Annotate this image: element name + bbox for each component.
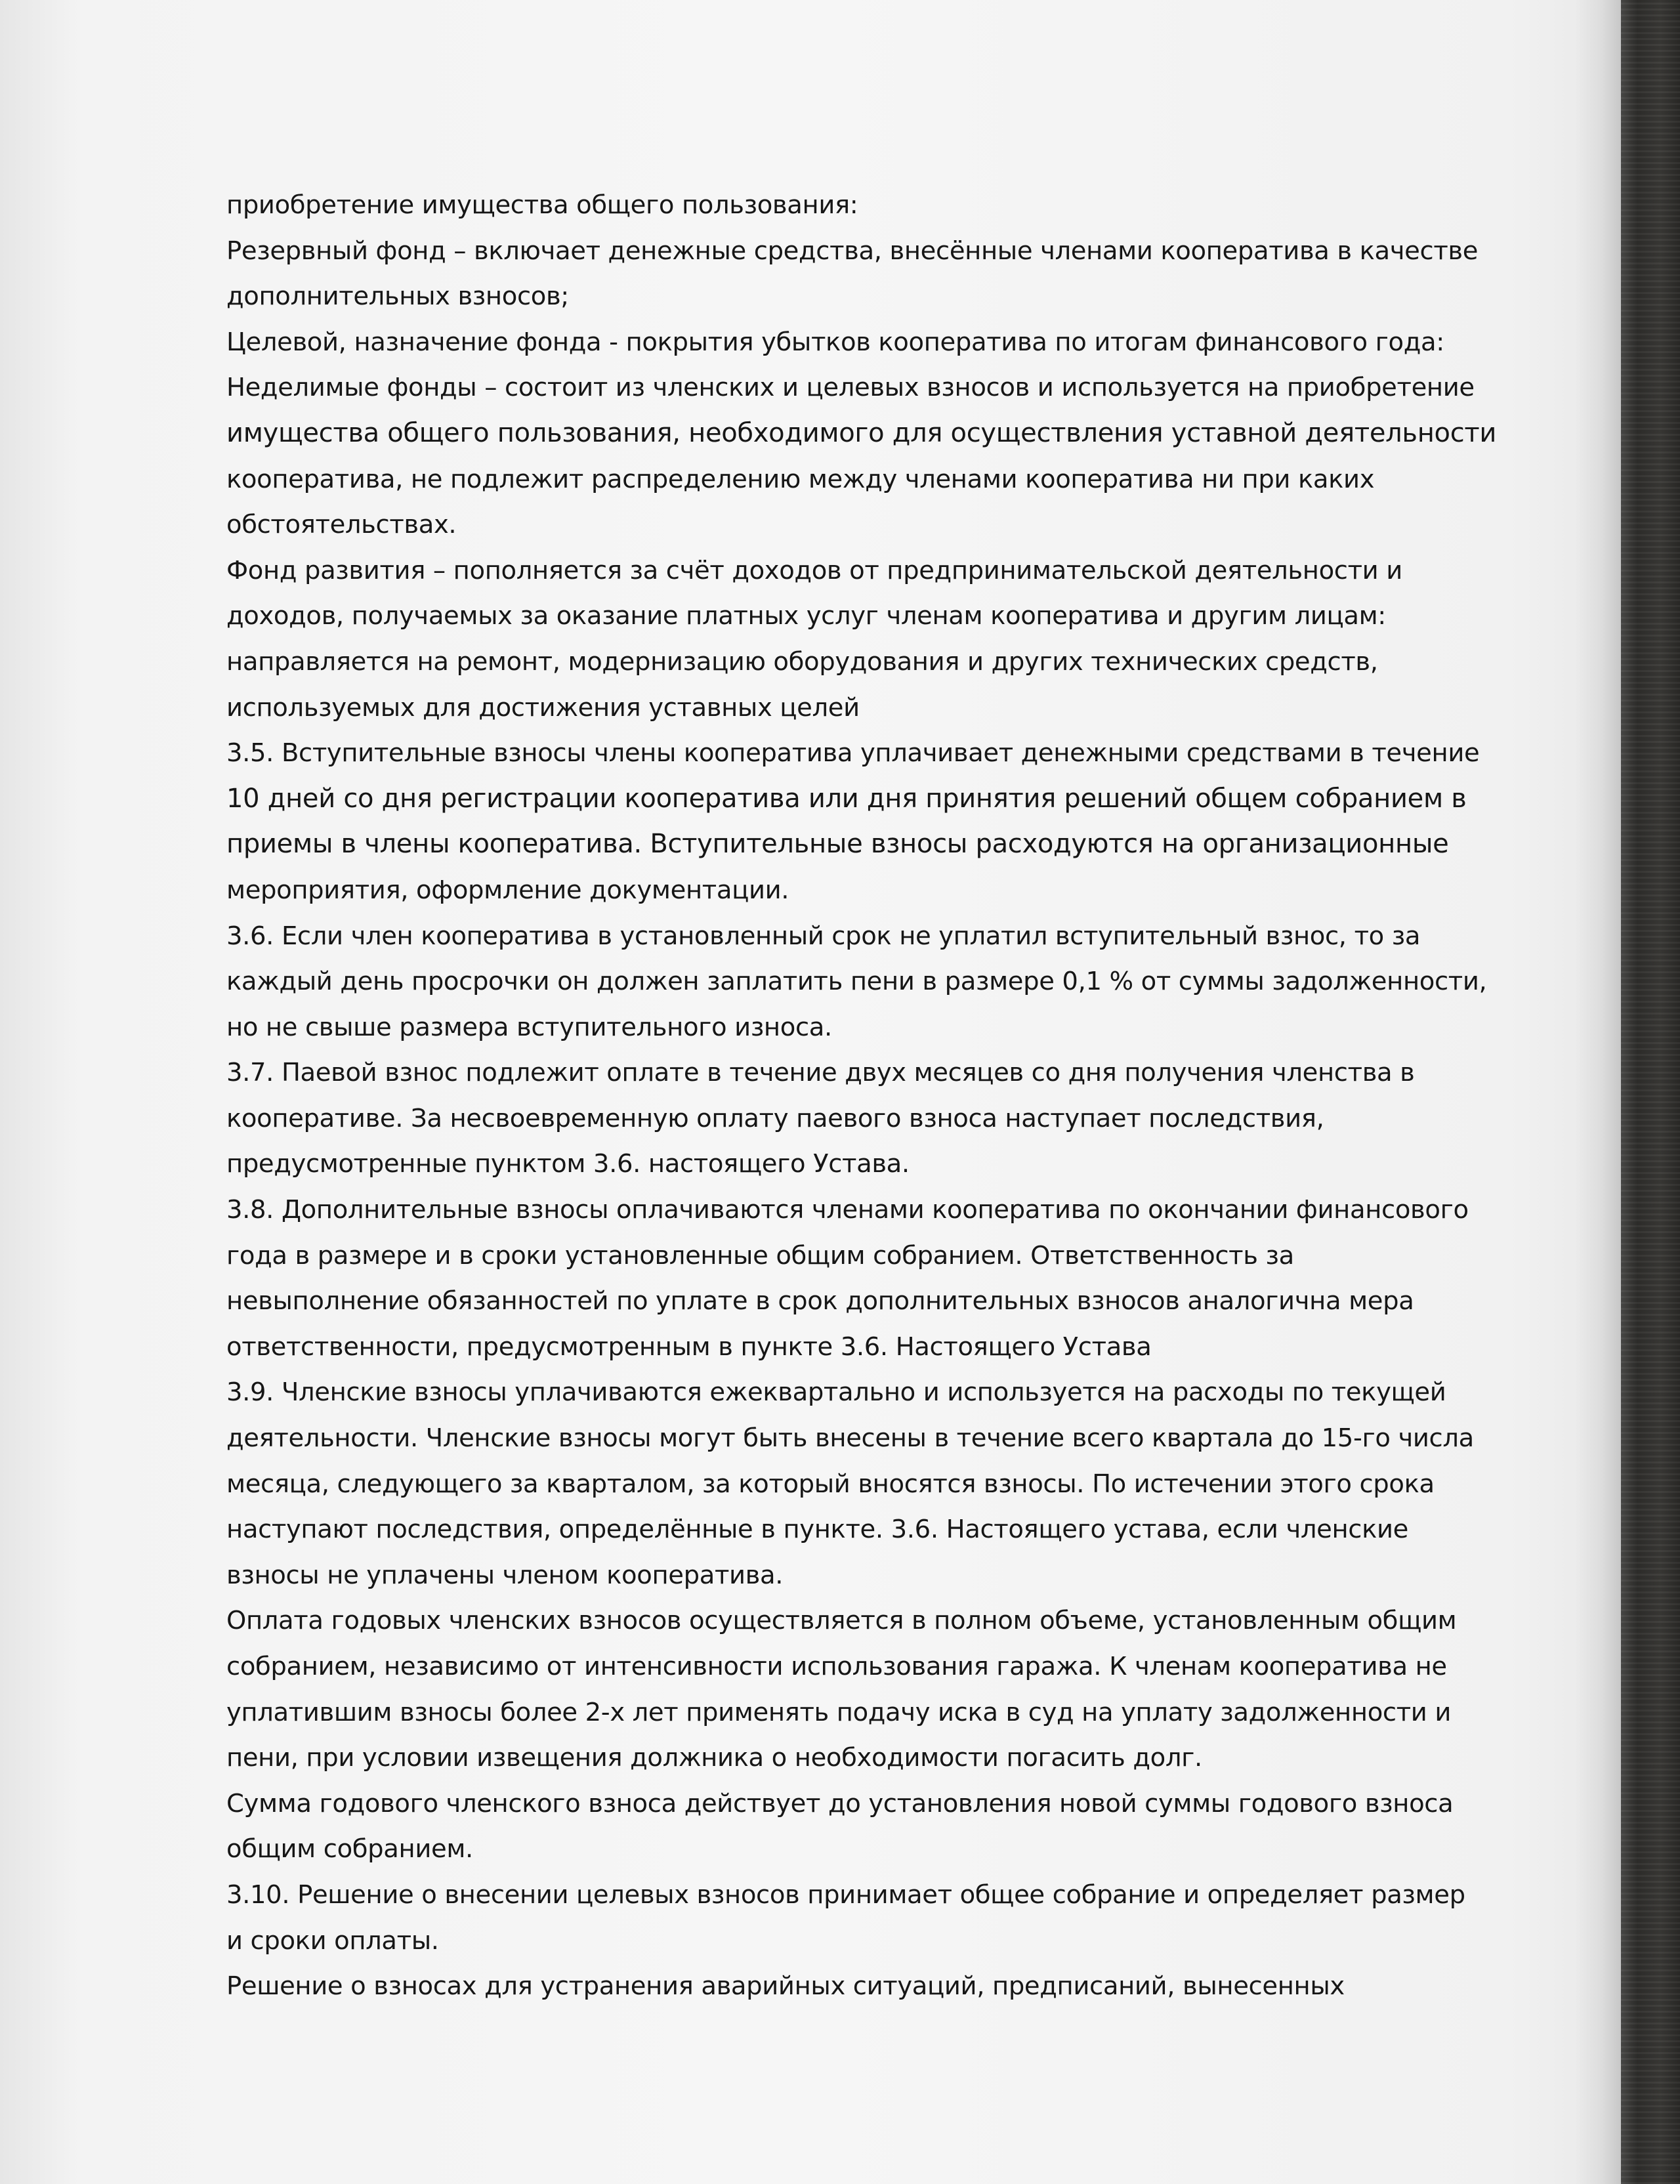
wood-grain-texture [1621,0,1680,2184]
text-line: 3.7. Паевой взнос подлежит оплате в течение двух месяцев со дня получения членства в [226,1058,1415,1088]
text-line: доходов, получаемых за оказание платных услуг членам кооператива и другим лицам: [226,601,1386,631]
text-line: общим собранием. [226,1834,473,1864]
text-line: 10 дней со дня регистрации кооператива или дня принятия решений общем собранием в [226,783,1467,814]
text-line: Сумма годового членского взноса действует до установления новой суммы годового взноса [226,1788,1454,1818]
text-line: Резервный фонд – включает денежные средства, внесённые членами кооператива в качестве [226,236,1479,266]
text-line: приемы в члены кооператива. Вступительные взносы расходуются на организационные [226,829,1449,860]
text-line: наступают последствия, определённые в пункте. 3.6. Настоящего устава, если членские [226,1515,1409,1545]
text-line: предусмотренные пунктом 3.6. настоящего Устава. [226,1149,910,1179]
text-line: 3.8. Дополнительные взносы оплачиваются членами кооператива по окончании финансового [226,1195,1469,1225]
text-line: ответственности, предусмотренным в пункте 3.6. Настоящего Устава [226,1332,1152,1362]
text-line: обстоятельствах. [226,510,457,540]
text-line: 3.6. Если член кооператива в установленный срок не уплатил вступительный взнос, то за [226,921,1421,951]
text-line: приобретение имущества общего пользования: [226,190,858,220]
page-shadow-edge [1575,0,1621,2184]
text-line: месяца, следующего за кварталом, за который вносятся взносы. По истечении этого срока [226,1469,1435,1499]
text-line: имущества общего пользования, необходимого для осуществления уставной деятельности [226,417,1497,448]
text-line: кооперативе. За несвоевременную оплату паевого взноса наступает последствия, [226,1103,1324,1133]
text-line: 3.9. Членские взносы уплачиваются ежеквартально и используется на расходы по текущей [226,1377,1446,1408]
text-line: используемых для достижения уставных целей [226,692,860,723]
text-line: но не свыше размера вступительного износа. [226,1012,832,1042]
text-line: пени, при условии извещения должника о необходимости погасить долг. [226,1743,1202,1773]
text-line: направляется на ремонт, модернизацию оборудования и других технических средств, [226,646,1378,677]
text-line: невыполнение обязанностей по уплате в срок дополнительных взносов аналогична мера [226,1286,1414,1316]
text-line: и сроки оплаты. [226,1925,439,1956]
text-line: взносы не уплачены членом кооператива. [226,1560,784,1590]
document-body [226,182,1532,2009]
text-line: Решение о взносах для устранения аварийных ситуаций, предписаний, вынесенных [226,1971,1345,2002]
text-line: мероприятия, оформление документации. [226,875,789,905]
text-line: 3.10. Решение о внесении целевых взносов принимает общее собрание и определяет размер [226,1880,1465,1910]
text-line: Целевой, назначение фонда - покрытия убытков кооператива по итогам финансового года: [226,327,1444,357]
text-line: собранием, независимо от интенсивности использования гаража. К членам кооператива не [226,1652,1447,1681]
text-line: 3.5. Вступительные взносы члены кооператива уплачивает денежными средствами в течение [226,738,1480,768]
text-line: Оплата годовых членских взносов осуществляется в полном объеме, установленным общим [226,1606,1457,1636]
text-line: Фонд развития – пополняется за счёт доходов от предпринимательской деятельности и [226,555,1402,585]
text-line: Неделимые фонды – состоит из членских и целевых взносов и используется на приобретение [226,373,1475,403]
text-line: каждый день просрочки он должен заплатить пени в размере 0,1 % от суммы задолженности, [226,967,1487,997]
text-line: года в размере и в сроки установленные общим собранием. Ответственность за [226,1240,1294,1270]
text-line: дополнительных взносов; [226,282,569,312]
text-line: уплатившим взносы более 2-х лет применять подачу иска в суд на уплату задолженности и [226,1697,1452,1727]
text-line: кооператива, не подлежит распределению между членами кооператива ни при каких [226,464,1375,494]
text-line: деятельности. Членские взносы могут быть внесены в течение всего квартала до 15-го числа [226,1423,1474,1454]
